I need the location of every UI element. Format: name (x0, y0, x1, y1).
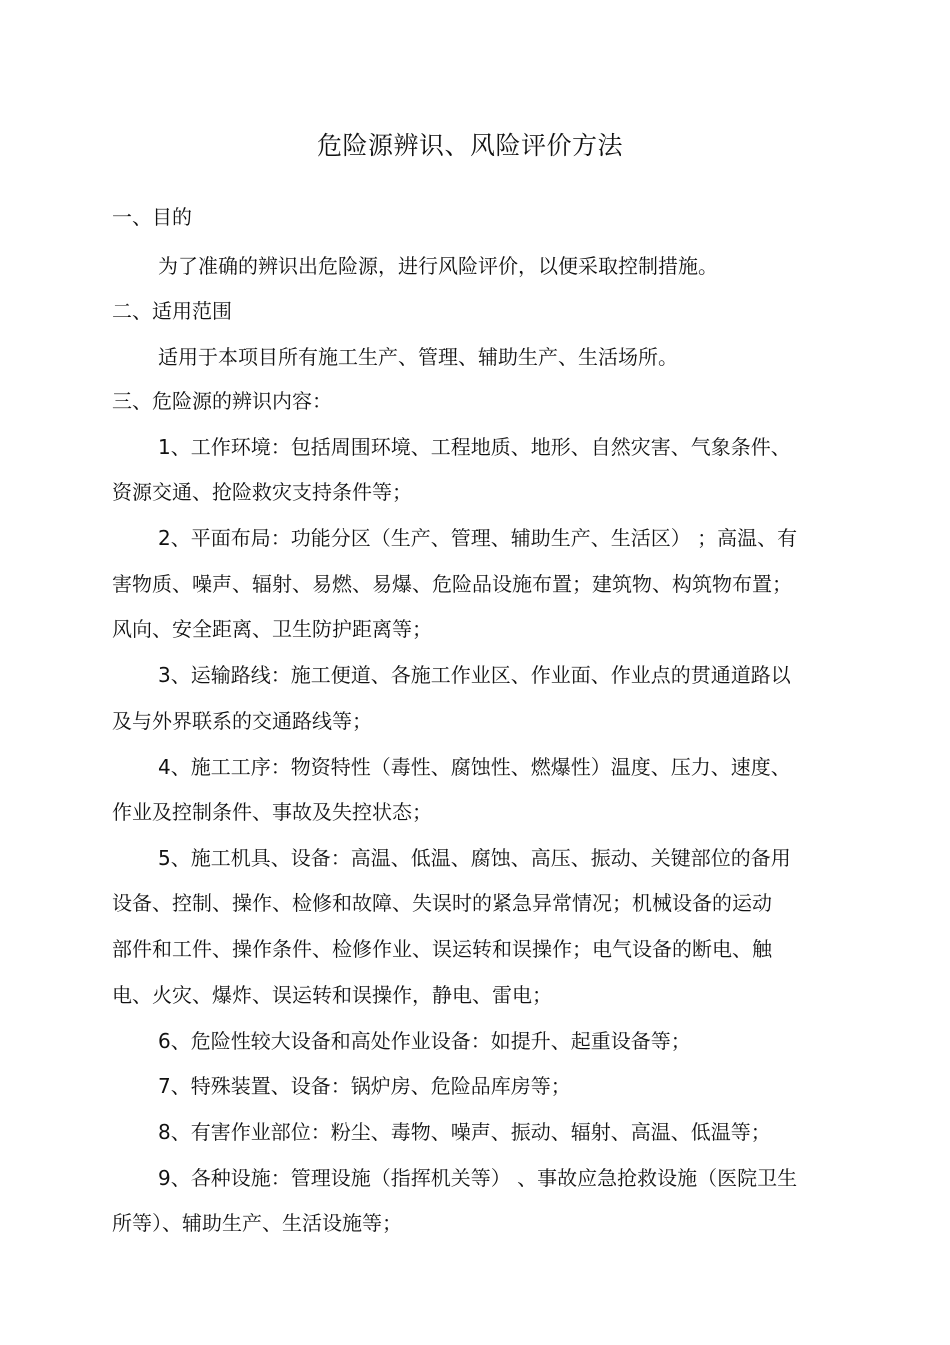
section-heading-content: 三、危险源的辨识内容： (112, 389, 332, 413)
list-item-line: 5、施工机具、设备：高温、低温、腐蚀、高压、振动、关键部位的备用 (158, 846, 791, 870)
section-text-purpose: 为了准确的辨识出危险源，进行风险评价，以便采取控制措施。 (158, 254, 718, 278)
list-item-line: 9、各种设施：管理设施（指挥机关等） 、事故应急抢救设施（医院卫生 (158, 1166, 798, 1190)
list-item-line: 所等）、辅助生产、生活设施等； (112, 1211, 402, 1235)
section-text-scope: 适用于本项目所有施工生产、管理、辅助生产、生活场所。 (158, 345, 678, 369)
list-item-line: 8、有害作业部位：粉尘、毒物、噪声、振动、辐射、高温、低温等； (158, 1120, 771, 1144)
list-item-line: 资源交通、抢险救灾支持条件等； (112, 480, 412, 504)
list-item-line: 设备、控制、操作、检修和故障、失误时的紧急异常情况；机械设备的运动 (112, 891, 772, 915)
list-item-line: 3、运输路线：施工便道、各施工作业区、作业面、作业点的贯通道路以 (158, 663, 791, 687)
list-item-line: 1、工作环境：包括周围环境、工程地质、地形、自然灾害、气象条件、 (158, 435, 791, 459)
list-item-line: 2、平面布局：功能分区（生产、管理、辅助生产、生活区） ；高温、有 (158, 526, 798, 550)
list-item-line: 4、施工工序：物资特性（毒性、腐蚀性、燃爆性）温度、压力、速度、 (158, 755, 791, 779)
list-item-line: 及与外界联系的交通路线等； (112, 709, 372, 733)
list-item-line: 6、危险性较大设备和高处作业设备：如提升、起重设备等； (158, 1029, 691, 1053)
list-item-line: 害物质、噪声、辐射、易燃、易爆、危险品设施布置；建筑物、构筑物布置； (112, 572, 792, 596)
page-title: 危险源辨识、风险评价方法 (316, 131, 623, 160)
section-heading-scope: 二、适用范围 (112, 299, 232, 323)
list-item-line: 7、特殊装置、设备：锅炉房、危险品库房等； (158, 1074, 571, 1098)
list-item-line: 部件和工件、操作条件、检修作业、误运转和误操作；电气设备的断电、触 (112, 937, 772, 961)
list-item-line: 电、火灾、爆炸、误运转和误操作，静电、雷电； (112, 983, 552, 1007)
list-item-line: 风向、安全距离、卫生防护距离等； (112, 617, 432, 641)
section-heading-purpose: 一、目的 (112, 205, 192, 229)
list-item-line: 作业及控制条件、事故及失控状态； (112, 800, 432, 824)
